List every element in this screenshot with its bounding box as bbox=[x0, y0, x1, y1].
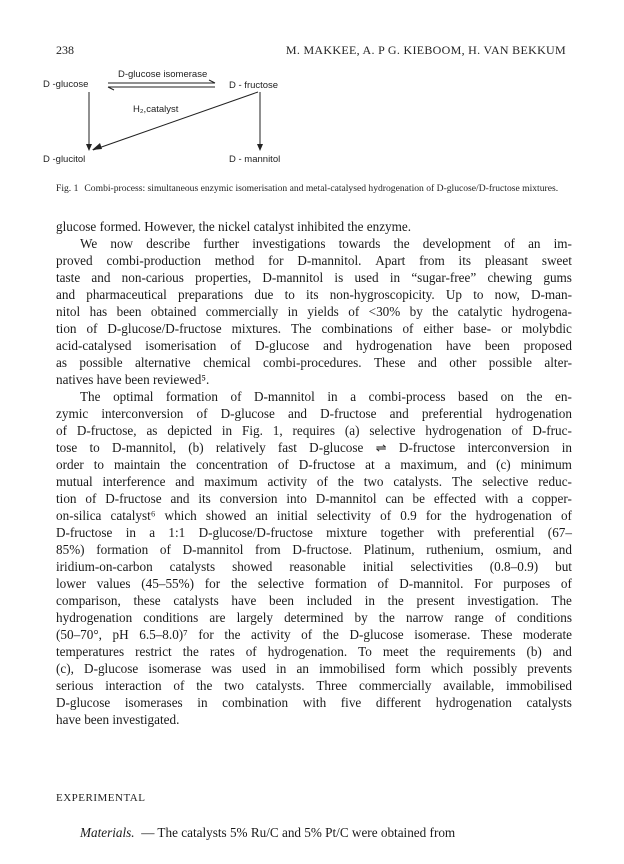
glucose-to-glucitol-arrowhead bbox=[86, 144, 92, 151]
body-line: We now describe further investigations towards the development of an im- bbox=[80, 236, 572, 251]
body-line: order to maintain the concentration of D-fructose at a maximum, and (c) minimum bbox=[56, 457, 572, 472]
body-line: and pharmaceutical preparations due to its non-hygroscopicity. Up to now, D-man- bbox=[56, 287, 572, 302]
materials-paragraph bbox=[56, 824, 572, 841]
body-line: lower values (45–55%) for the selective formation of D-mannitol. For purposes of bbox=[56, 576, 572, 591]
body-line: zymic interconversion of D-glucose and D-fructose and preferential hydrogenation bbox=[56, 406, 572, 421]
body-line: mutual interference and maximum activity of the two catalysts. The selective reduc- bbox=[56, 474, 572, 489]
body-line: have been investigated. bbox=[56, 712, 180, 727]
body-text bbox=[56, 218, 572, 728]
catalyst-diagonal-arrowhead bbox=[92, 143, 102, 150]
body-line: natives have been reviewed⁵. bbox=[56, 372, 210, 387]
figure-caption-text: Combi-process: simultaneous enzymic isomerisation and metal-catalysed hydrogenation of D-glucose/D-fructose mixtures. bbox=[84, 183, 559, 194]
body-line: comparison, these catalysts have been included in the present investigation. The bbox=[56, 593, 572, 608]
body-line: acid-catalysed isomerisation of D-glucose and hydrogenation have been proposed bbox=[56, 338, 572, 353]
body-line: temperatures restrict the rates of hydrogenation. To meet the requirements (b) and bbox=[56, 644, 572, 659]
section-heading: EXPERIMENTAL bbox=[56, 792, 146, 804]
body-line: tion of D-glucose/D-fructose mixtures. The combinations of either base- or molybdic bbox=[56, 321, 572, 336]
label-d-mannitol: D - mannitol bbox=[229, 154, 281, 165]
label-d-glucitol: D -glucitol bbox=[43, 154, 86, 165]
label-enzyme: D-glucose isomerase bbox=[118, 69, 208, 80]
body-line: The optimal formation of D-mannitol in a combi-process based on the en- bbox=[80, 389, 572, 404]
materials-text: — The catalysts 5% Ru/C and 5% Pt/C were obtained from bbox=[141, 825, 456, 840]
body-line: proved combi-production method for D-mannitol. Apart from its pleasant sweet bbox=[56, 253, 572, 268]
label-d-glucose: D -glucose bbox=[43, 79, 89, 90]
materials-lead: Materials. bbox=[80, 825, 135, 840]
figure-caption-label: Fig. 1 bbox=[56, 183, 79, 194]
body-line: (c), D-glucose isomerase was used in an immobilised form which possibly prevents bbox=[56, 661, 572, 676]
body-line: nitol has been obtained commercially in yields of <30% by the catalytic hydrogena- bbox=[56, 304, 572, 319]
body-line: iridium-on-carbon catalysts showed reasonable initial selectivities (0.8–0.9) but bbox=[56, 559, 572, 574]
body-line: 85%) formation of D-mannitol from D-fructose. Platinum, ruthenium, osmium, and bbox=[56, 542, 572, 557]
label-d-fructose: D - fructose bbox=[229, 80, 279, 91]
body-line: as possible alternative chemical combi-procedures. These and other possible alter- bbox=[56, 355, 572, 370]
body-line: taste and non-carious properties, D-mannitol is used in “sugar-free” chewing gums bbox=[56, 270, 572, 285]
body-line: of D-fructose, as depicted in Fig. 1, requires (a) selective hydrogenation of D-fruc- bbox=[56, 423, 572, 438]
body-line: glucose formed. However, the nickel catalyst inhibited the enzyme. bbox=[56, 219, 412, 234]
body-line: (50–70°, pH 6.5–8.0)⁷ for the activity of the D-glucose isomerase. These moderate bbox=[56, 627, 572, 642]
fructose-to-mannitol-arrowhead bbox=[257, 144, 263, 151]
label-catalyst: H₂,catalyst bbox=[133, 104, 179, 115]
body-line: hydrogenation conditions are largely determined by the narrow range of conditions bbox=[56, 610, 572, 625]
body-line: on-silica catalyst⁶ which showed an initial selectivity of 0.9 for the hydrogenation of bbox=[56, 508, 572, 523]
body-line: D-fructose in a 1:1 D-glucose/D-fructose mixture together with preferential (67– bbox=[56, 525, 572, 540]
body-line: serious interaction of the two catalysts. Three commercially available, immobilised bbox=[56, 678, 572, 693]
body-line: tion of D-fructose and its conversion into D-mannitol can be effected with a copper- bbox=[56, 491, 572, 506]
page-number: 238 bbox=[56, 43, 74, 57]
reaction-scheme-figure bbox=[40, 70, 340, 180]
body-line: tose to D-mannitol, (b) relatively fast D-glucose ⇌ D-fructose interconversion in bbox=[56, 440, 572, 455]
figure-caption bbox=[56, 183, 572, 195]
body-line: D-glucose isomerases in combination with five different hydrogenation catalysts bbox=[56, 695, 572, 710]
catalyst-diagonal-arrow bbox=[93, 92, 258, 150]
running-header-authors: M. MAKKEE, A. P G. KIEBOOM, H. VAN BEKKUM bbox=[285, 43, 566, 57]
